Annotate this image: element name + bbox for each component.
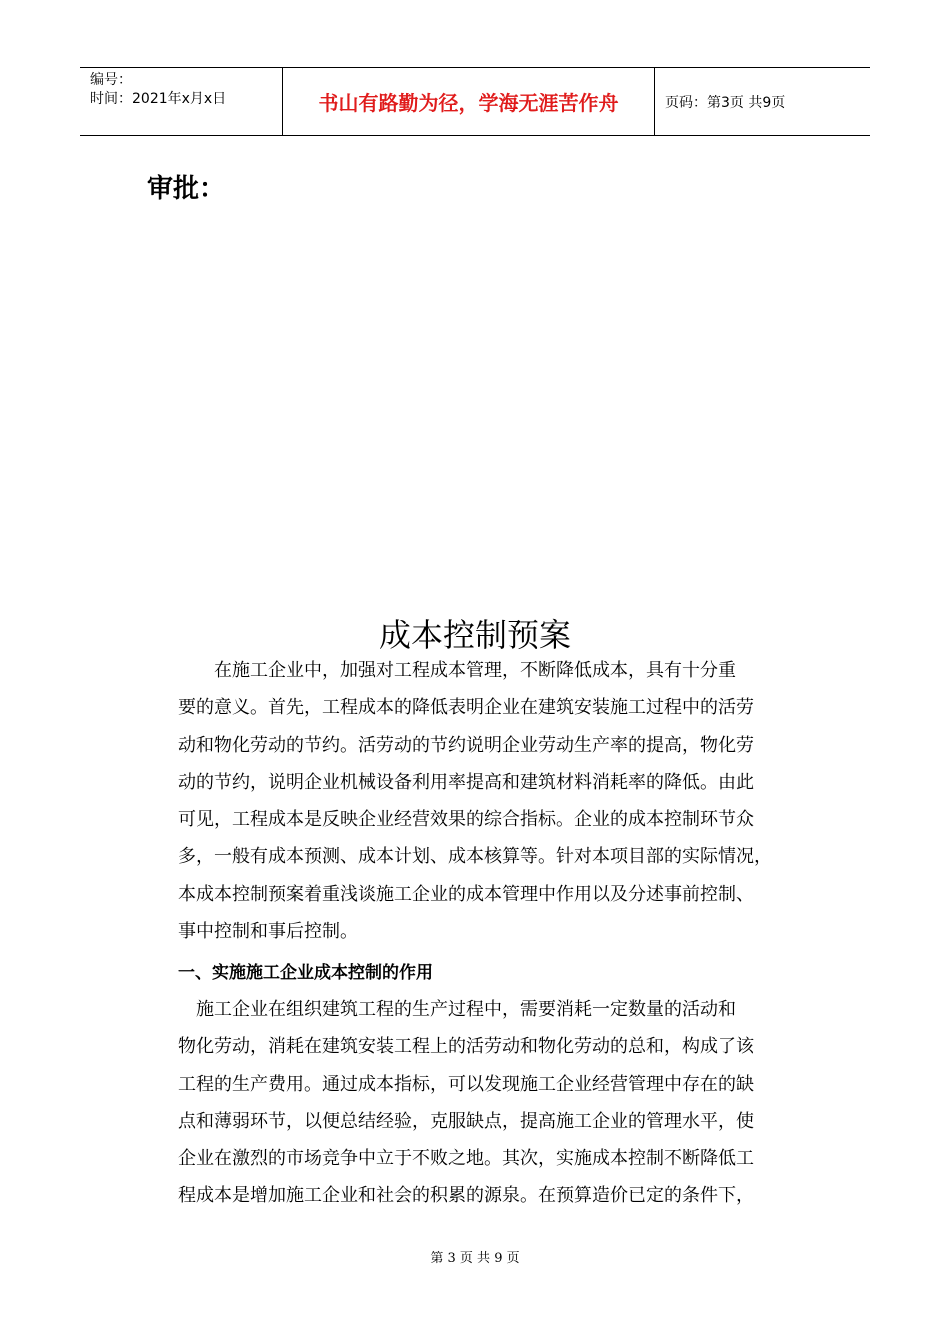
text-line: 动和物化劳动的节约。活劳动的节约说明企业劳动生产率的提高，物化劳: [178, 734, 754, 756]
document-title: 成本控制预案: [378, 616, 571, 654]
text-line: 多，一般有成本预测、成本计划、成本核算等。针对本项目部的实际情况，: [178, 846, 772, 868]
header-motto: 书山有路勤为径，学海无涯苦作舟: [282, 68, 655, 135]
intro-paragraph: [178, 652, 788, 950]
text-line: 本成本控制预案着重浅谈施工企业的成本管理中作用以及分述事前控制、: [178, 883, 754, 905]
section-heading: 一、实施施工企业成本控制的作用: [178, 963, 433, 983]
text-line: 可见，工程成本是反映企业经营效果的综合指标。企业的成本控制环节众: [178, 809, 754, 831]
document-header: [80, 67, 870, 136]
section-paragraph: [178, 991, 788, 1215]
text-line: 事中控制和事后控制。: [178, 921, 358, 943]
text-line: 在施工企业中，加强对工程成本管理，不断降低成本，具有十分重: [178, 660, 736, 681]
text-line: 程成本是增加施工企业和社会的积累的源泉。在预算造价已定的条件下，: [178, 1185, 754, 1207]
doc-number-label: 编号：: [90, 72, 132, 88]
header-meta: [80, 68, 282, 135]
text-line: 点和薄弱环节，以便总结经验，克服缺点，提高施工企业的管理水平，使: [178, 1110, 754, 1132]
text-line: 物化劳动，消耗在建筑安装工程上的活劳动和物化劳动的总和，构成了该: [178, 1036, 754, 1058]
text-line: 企业在激烈的市场竞争中立于不败之地。其次，实施成本控制不断降低工: [178, 1148, 754, 1170]
text-line: 动的节约，说明企业机械设备利用率提高和建筑材料消耗率的降低。由此: [178, 771, 754, 793]
text-line: 要的意义。首先，工程成本的降低表明企业在建筑安装施工过程中的活劳: [178, 697, 754, 719]
page-footer: 第 3 页 共 9 页: [430, 1251, 520, 1266]
text-line: 工程的生产费用。通过成本指标，可以发现施工企业经营管理中存在的缺: [178, 1073, 754, 1095]
doc-date-label: 时间：2021年x月x日: [90, 91, 227, 107]
approval-label: 审批：: [147, 174, 226, 204]
text-line: 施工企业在组织建筑工程的生产过程中，需要消耗一定数量的活动和: [178, 999, 736, 1020]
header-page-label: 页码：第3页 共9页: [665, 94, 786, 111]
